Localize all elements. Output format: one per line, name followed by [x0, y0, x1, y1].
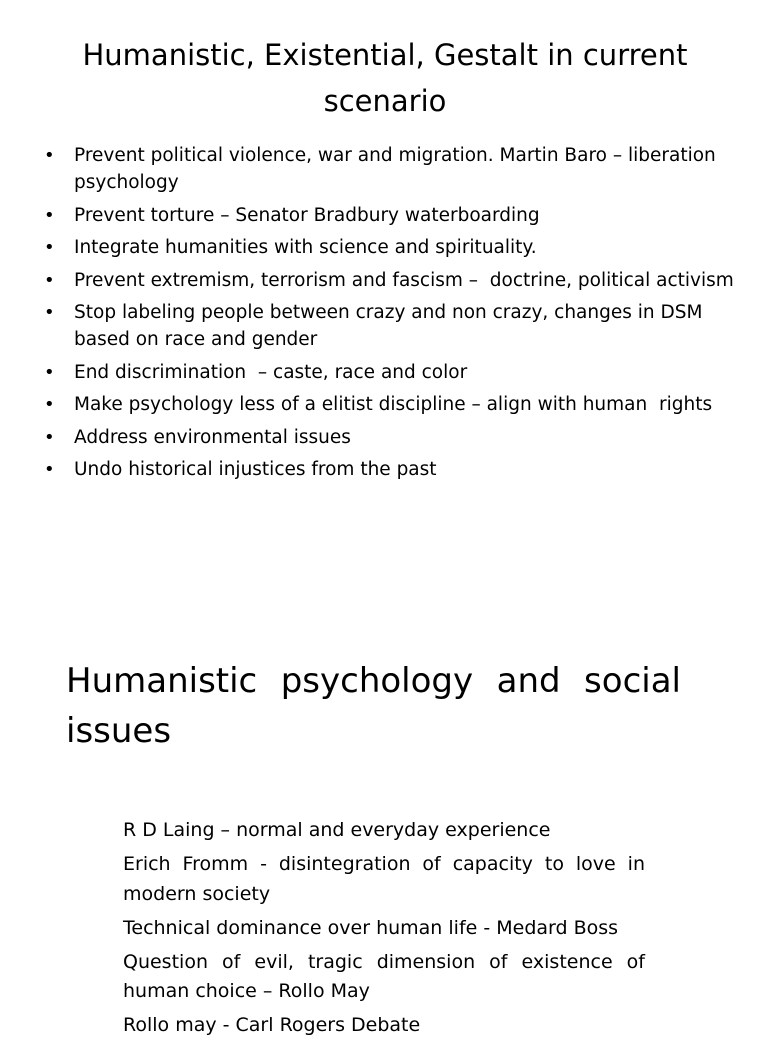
list-item: R D Laing – normal and everyday experience [123, 819, 551, 841]
bullet-icon: • [44, 394, 55, 415]
bullet-text: Address environmental issues [74, 426, 351, 448]
bullet-icon: • [44, 269, 55, 291]
bullet-text: Prevent torture – Senator Bradbury waterboarding [74, 204, 540, 226]
bullet-text: Prevent political violence, war and migration. Martin Baro – liberation psychology [74, 145, 722, 193]
slide-social-issues [0, 640, 768, 1036]
list-item: Technical dominance over human life - Medard Boss [123, 916, 619, 939]
bullet-item [44, 391, 734, 418]
bullet-item [44, 267, 734, 294]
bullet-item [44, 142, 734, 196]
bullet-icon: • [44, 145, 55, 166]
bullet-text: Prevent extremism, terrorism and fascism – doctrine, political activism [74, 269, 734, 291]
bullet-text: Undo historical injustices from the past [74, 459, 437, 480]
list-item: Erich Fromm - disintegration of capacity to love in modern society [123, 853, 645, 905]
list-item: Question of evil, tragic dimension of existence of human choice – Rollo May [123, 950, 645, 1002]
bullet-text: Integrate humanities with science and spirituality. [74, 237, 537, 258]
bullet-icon: • [44, 459, 55, 480]
list-item: Rollo may - Carl Rogers Debate [123, 1014, 421, 1036]
bullet-icon: • [44, 302, 55, 323]
slide-title: Humanistic psychology and social issues [66, 661, 681, 751]
bullet-icon: • [44, 426, 55, 448]
bullet-text: Stop labeling people between crazy and non crazy, changes in DSM based on race and gender [74, 302, 709, 350]
bullet-item [44, 299, 734, 353]
bullet-item [44, 424, 734, 451]
slide-title: Humanistic, Existential, Gestalt in current scenario [82, 38, 688, 118]
bullet-item [44, 202, 734, 229]
text-list [123, 816, 645, 1045]
bullet-text: End discrimination – caste, race and color [74, 361, 468, 383]
bullet-icon: • [44, 361, 55, 383]
bullet-list [44, 142, 734, 489]
bullet-item [44, 456, 734, 483]
bullet-item [44, 234, 734, 261]
bullet-icon: • [44, 204, 55, 226]
bullet-icon: • [44, 237, 55, 258]
bullet-text: Make psychology less of a elitist discipline – align with human rights [74, 394, 713, 415]
bullet-item [44, 359, 734, 386]
